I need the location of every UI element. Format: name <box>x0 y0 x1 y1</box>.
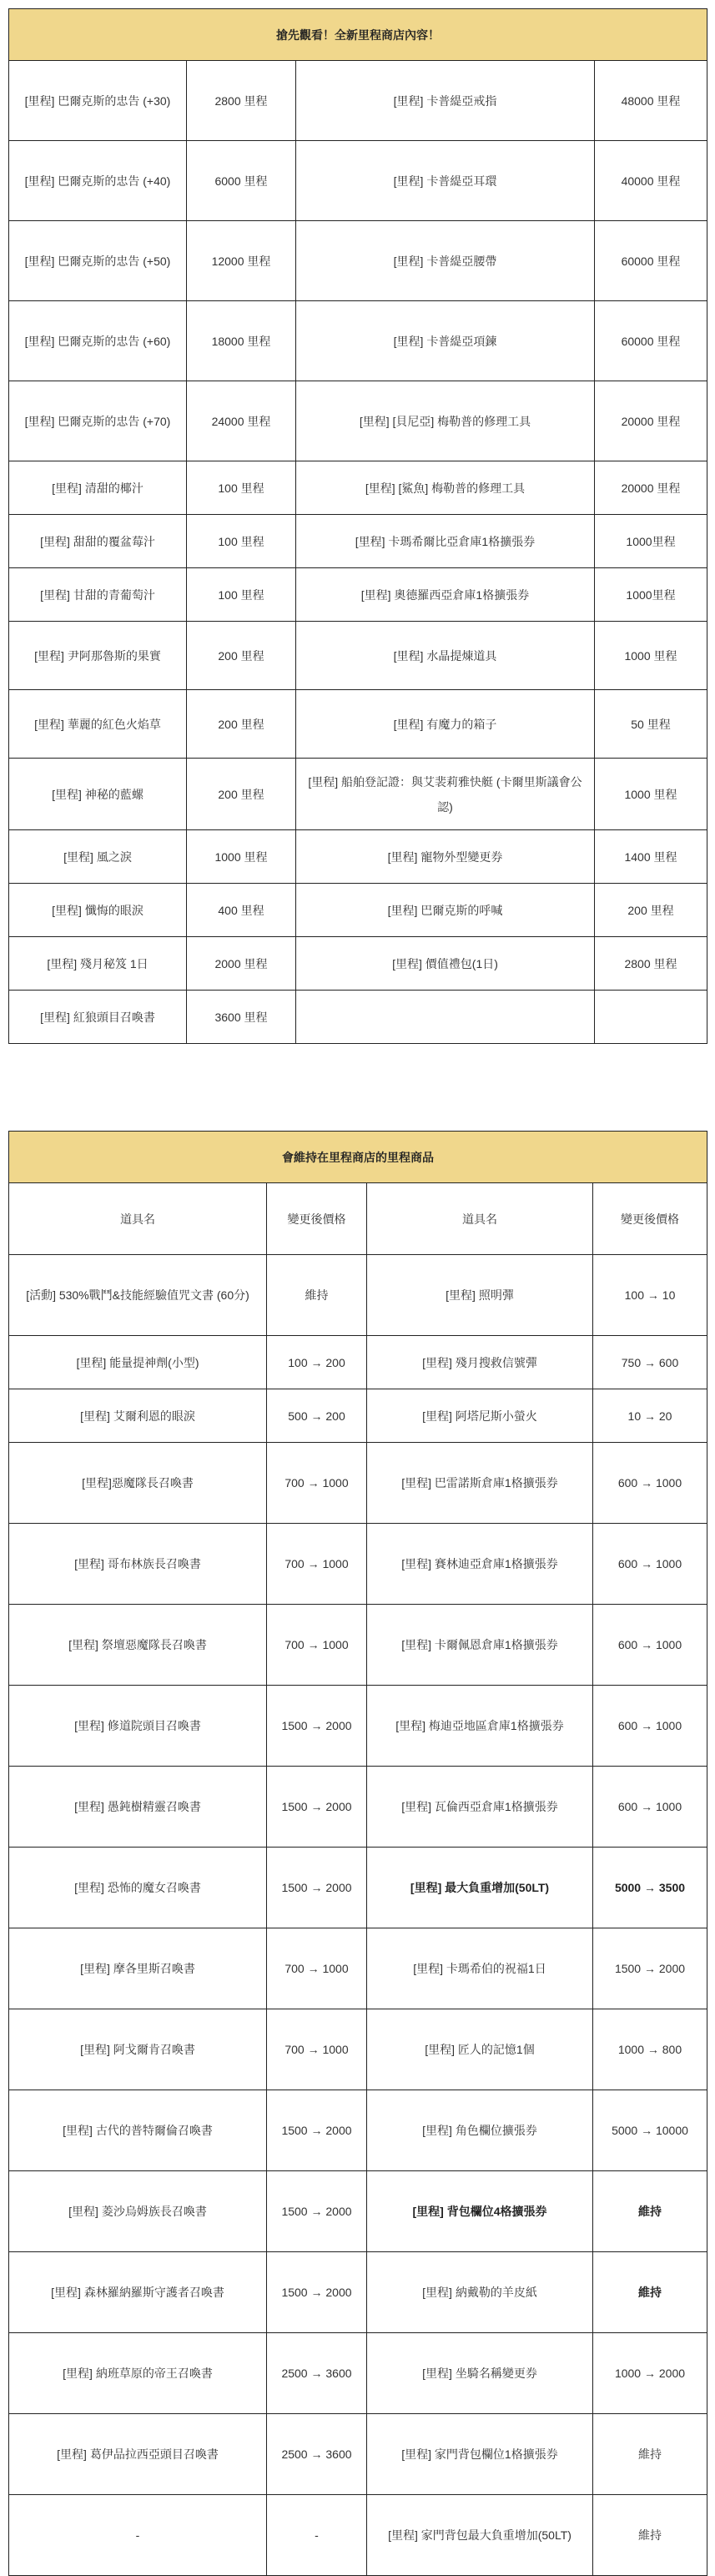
item-name-cell <box>296 991 595 1044</box>
item-name-cell: [里程]惡魔隊長召喚書 <box>9 1443 267 1524</box>
mileage-price-cell: 18000 里程 <box>187 301 296 381</box>
item-name-cell: [里程] [貝尼亞] 梅勒普的修理工具 <box>296 381 595 461</box>
item-name-cell: [里程] 殘月秘笈 1日 <box>9 937 187 991</box>
item-name-cell: [里程] 價值禮包(1日) <box>296 937 595 991</box>
new-price-cell: 1000 → 2000 <box>593 2333 707 2414</box>
new-price-cell: 600 → 1000 <box>593 1605 707 1686</box>
table-row <box>9 1848 707 1928</box>
item-name-cell: [里程] 角色欄位擴張券 <box>367 2090 593 2171</box>
mileage-price-cell: 40000 里程 <box>595 141 707 221</box>
item-name-cell: [里程] 水晶提煉道具 <box>296 622 595 690</box>
new-price-cell: 1500 → 2000 <box>267 1686 367 1767</box>
item-name-cell: [里程] 匠人的記憶1個 <box>367 2009 593 2090</box>
table-row <box>9 1767 707 1848</box>
item-name-cell: [里程] 卡普緹亞耳環 <box>296 141 595 221</box>
new-price-cell: 維持 <box>267 1255 367 1336</box>
new-price-cell: 700 → 1000 <box>267 1605 367 1686</box>
item-name-cell: [里程] 家門背包欄位1格擴張券 <box>367 2414 593 2495</box>
item-name-cell: [里程] 賽林迪亞倉庫1格擴張券 <box>367 1524 593 1605</box>
item-name-cell: [里程] 有魔力的箱子 <box>296 690 595 759</box>
table-row <box>9 61 707 141</box>
mileage-price-cell: 100 里程 <box>187 568 296 622</box>
column-header-new-price: 變更後價格 <box>267 1183 367 1255</box>
item-name-cell: - <box>9 2495 267 2576</box>
item-name-cell: [里程] 卡普緹亞腰帶 <box>296 221 595 301</box>
mileage-price-cell: 60000 里程 <box>595 301 707 381</box>
item-name-cell: [里程] 坐騎名稱變更券 <box>367 2333 593 2414</box>
item-name-cell: [里程] 巴爾克斯的忠告 (+40) <box>9 141 187 221</box>
table-row <box>9 301 707 381</box>
mileage-price-cell: 60000 里程 <box>595 221 707 301</box>
new-price-cell: 600 → 1000 <box>593 1767 707 1848</box>
item-name-cell: [里程] [鯊魚] 梅勒普的修理工具 <box>296 461 595 515</box>
mileage-price-cell: 200 里程 <box>187 759 296 830</box>
mileage-price-cell <box>595 991 707 1044</box>
item-name-cell: [里程] 華麗的紅色火焰草 <box>9 690 187 759</box>
item-name-cell: [里程] 奧德羅西亞倉庫1格擴張券 <box>296 568 595 622</box>
mileage-price-cell: 2800 里程 <box>187 61 296 141</box>
item-name-cell: [里程] 背包欄位4格擴張券 <box>367 2171 593 2252</box>
item-name-cell: [里程] 葛伊品拉西亞頭目召喚書 <box>9 2414 267 2495</box>
new-price-cell: 1500 → 2000 <box>267 1848 367 1928</box>
item-name-cell: [里程] 風之淚 <box>9 830 187 884</box>
mileage-price-cell: 1000里程 <box>595 568 707 622</box>
mileage-price-cell: 1400 里程 <box>595 830 707 884</box>
item-name-cell: [里程] 殘月搜救信號彈 <box>367 1336 593 1389</box>
new-price-cell: 100 → 200 <box>267 1336 367 1389</box>
new-price-cell: 2500 → 3600 <box>267 2333 367 2414</box>
table-row <box>9 937 707 991</box>
item-name-cell: [里程] 修道院頭目召喚書 <box>9 1686 267 1767</box>
new-price-cell: 1500 → 2000 <box>267 1767 367 1848</box>
new-mileage-shop-table <box>8 8 707 1044</box>
table-row <box>9 1255 707 1336</box>
item-name-cell: [里程] 最大負重增加(50LT) <box>367 1848 593 1928</box>
table-title: 會維持在里程商店的里程商品 <box>9 1132 707 1183</box>
new-price-cell: 1500 → 2000 <box>267 2171 367 2252</box>
item-name-cell: [活動] 530%戰鬥&技能經驗值咒文書 (60分) <box>9 1255 267 1336</box>
table-row <box>9 622 707 690</box>
item-name-cell: [里程] 家門背包最大負重增加(50LT) <box>367 2495 593 2576</box>
item-name-cell: [里程] 船舶登記證：與艾裴莉雅快艇 (卡爾里斯議會公認) <box>296 759 595 830</box>
mileage-price-cell: 24000 里程 <box>187 381 296 461</box>
new-price-cell: 600 → 1000 <box>593 1443 707 1524</box>
table-row <box>9 568 707 622</box>
new-price-cell: 1500 → 2000 <box>267 2090 367 2171</box>
item-name-cell: [里程] 哥布林族長召喚書 <box>9 1524 267 1605</box>
new-price-cell: 100 → 10 <box>593 1255 707 1336</box>
new-price-cell: 700 → 1000 <box>267 1443 367 1524</box>
mileage-price-cell: 20000 里程 <box>595 381 707 461</box>
table-row <box>9 2009 707 2090</box>
item-name-cell: [里程] 神秘的藍螺 <box>9 759 187 830</box>
item-name-cell: [里程] 巴爾克斯的忠告 (+50) <box>9 221 187 301</box>
table-row <box>9 2090 707 2171</box>
mileage-price-cell: 2800 里程 <box>595 937 707 991</box>
mileage-price-cell: 200 里程 <box>187 690 296 759</box>
item-name-cell: [里程] 紅狼頭目召喚書 <box>9 991 187 1044</box>
item-name-cell: [里程] 巴爾克斯的忠告 (+30) <box>9 61 187 141</box>
new-price-cell: 1500 → 2000 <box>267 2252 367 2333</box>
item-name-cell: [里程] 阿戈爾肯召喚書 <box>9 2009 267 2090</box>
item-name-cell: [里程] 阿塔尼斯小螢火 <box>367 1389 593 1443</box>
new-price-cell: 700 → 1000 <box>267 2009 367 2090</box>
mileage-price-cell: 1000里程 <box>595 515 707 568</box>
table-row <box>9 690 707 759</box>
mileage-price-cell: 100 里程 <box>187 461 296 515</box>
table-row <box>9 1928 707 2009</box>
item-name-cell: [里程] 古代的普特爾倫召喚書 <box>9 2090 267 2171</box>
item-name-cell: [里程] 能量提神劑(小型) <box>9 1336 267 1389</box>
item-name-cell: [里程] 照明彈 <box>367 1255 593 1336</box>
new-price-cell: - <box>267 2495 367 2576</box>
mileage-price-cell: 20000 里程 <box>595 461 707 515</box>
table-row <box>9 1524 707 1605</box>
item-name-cell: [里程] 卡普緹亞項鍊 <box>296 301 595 381</box>
mileage-price-cell: 48000 里程 <box>595 61 707 141</box>
mileage-price-cell: 6000 里程 <box>187 141 296 221</box>
table-row <box>9 2171 707 2252</box>
new-price-cell: 10 → 20 <box>593 1389 707 1443</box>
new-price-cell: 維持 <box>593 2252 707 2333</box>
table-row <box>9 221 707 301</box>
new-price-cell: 2500 → 3600 <box>267 2414 367 2495</box>
new-price-cell: 1500 → 2000 <box>593 1928 707 2009</box>
item-name-cell: [里程] 尹阿那魯斯的果實 <box>9 622 187 690</box>
table-row <box>9 1443 707 1524</box>
new-price-cell: 600 → 1000 <box>593 1686 707 1767</box>
new-price-cell: 700 → 1000 <box>267 1928 367 2009</box>
item-name-cell: [里程] 巴爾克斯的呼喊 <box>296 884 595 937</box>
item-name-cell: [里程] 納戴勒的羊皮紙 <box>367 2252 593 2333</box>
mileage-price-cell: 200 里程 <box>595 884 707 937</box>
item-name-cell: [里程] 恐怖的魔女召喚書 <box>9 1848 267 1928</box>
mileage-price-cell: 2000 里程 <box>187 937 296 991</box>
item-name-cell: [里程] 清甜的椰汁 <box>9 461 187 515</box>
table-row <box>9 2252 707 2333</box>
item-name-cell: [里程] 祭壇惡魔隊長召喚書 <box>9 1605 267 1686</box>
new-price-cell: 維持 <box>593 2414 707 2495</box>
item-name-cell: [里程] 納班草原的帝王召喚書 <box>9 2333 267 2414</box>
table-row <box>9 991 707 1044</box>
mileage-price-cell: 200 里程 <box>187 622 296 690</box>
new-price-cell: 1000 → 800 <box>593 2009 707 2090</box>
new-price-cell: 維持 <box>593 2495 707 2576</box>
new-price-cell: 500 → 200 <box>267 1389 367 1443</box>
mileage-price-cell: 50 里程 <box>595 690 707 759</box>
column-header-item-name: 道具名 <box>9 1183 267 1255</box>
column-header-new-price: 變更後價格 <box>593 1183 707 1255</box>
item-name-cell: [里程] 菱沙烏姆族長召喚書 <box>9 2171 267 2252</box>
mileage-price-cell: 3600 里程 <box>187 991 296 1044</box>
table-row <box>9 1686 707 1767</box>
item-name-cell: [里程] 寵物外型變更券 <box>296 830 595 884</box>
table-row <box>9 515 707 568</box>
mileage-price-cell: 1000 里程 <box>187 830 296 884</box>
item-name-cell: [里程] 梅迪亞地區倉庫1格擴張券 <box>367 1686 593 1767</box>
table-row <box>9 381 707 461</box>
new-price-cell: 700 → 1000 <box>267 1524 367 1605</box>
table-row <box>9 884 707 937</box>
new-price-cell: 600 → 1000 <box>593 1524 707 1605</box>
item-name-cell: [里程] 巴雷諾斯倉庫1格擴張券 <box>367 1443 593 1524</box>
item-name-cell: [里程] 懺悔的眼淚 <box>9 884 187 937</box>
table-row <box>9 2414 707 2495</box>
item-name-cell: [里程] 巴爾克斯的忠告 (+70) <box>9 381 187 461</box>
retained-mileage-items-table <box>8 1131 707 2576</box>
item-name-cell: [里程] 森林羅納羅斯守護者召喚書 <box>9 2252 267 2333</box>
mileage-price-cell: 100 里程 <box>187 515 296 568</box>
item-name-cell: [里程] 艾爾利恩的眼淚 <box>9 1389 267 1443</box>
new-price-cell: 750 → 600 <box>593 1336 707 1389</box>
table-row <box>9 1336 707 1389</box>
item-name-cell: [里程] 甘甜的青葡萄汁 <box>9 568 187 622</box>
table-title: 搶先觀看！全新里程商店內容！ <box>9 9 707 61</box>
item-name-cell: [里程] 瓦倫西亞倉庫1格擴張券 <box>367 1767 593 1848</box>
item-name-cell: [里程] 巴爾克斯的忠告 (+60) <box>9 301 187 381</box>
column-header-item-name: 道具名 <box>367 1183 593 1255</box>
item-name-cell: [里程] 卡瑪希爾比亞倉庫1格擴張券 <box>296 515 595 568</box>
new-price-cell: 5000 → 10000 <box>593 2090 707 2171</box>
table-row <box>9 1389 707 1443</box>
mileage-price-cell: 1000 里程 <box>595 759 707 830</box>
item-name-cell: [里程] 卡普緹亞戒指 <box>296 61 595 141</box>
table-row <box>9 830 707 884</box>
table-row <box>9 1605 707 1686</box>
mileage-price-cell: 400 里程 <box>187 884 296 937</box>
item-name-cell: [里程] 甜甜的覆盆莓汁 <box>9 515 187 568</box>
table-row <box>9 2495 707 2576</box>
item-name-cell: [里程] 摩各里斯召喚書 <box>9 1928 267 2009</box>
new-price-cell: 5000 → 3500 <box>593 1848 707 1928</box>
mileage-price-cell: 12000 里程 <box>187 221 296 301</box>
table-row <box>9 461 707 515</box>
table-row <box>9 759 707 830</box>
table-row <box>9 2333 707 2414</box>
mileage-price-cell: 1000 里程 <box>595 622 707 690</box>
table-row <box>9 141 707 221</box>
item-name-cell: [里程] 卡爾佩恩倉庫1格擴張券 <box>367 1605 593 1686</box>
item-name-cell: [里程] 愚鈍樹精靈召喚書 <box>9 1767 267 1848</box>
item-name-cell: [里程] 卡瑪希伯的祝福1日 <box>367 1928 593 2009</box>
new-price-cell: 維持 <box>593 2171 707 2252</box>
